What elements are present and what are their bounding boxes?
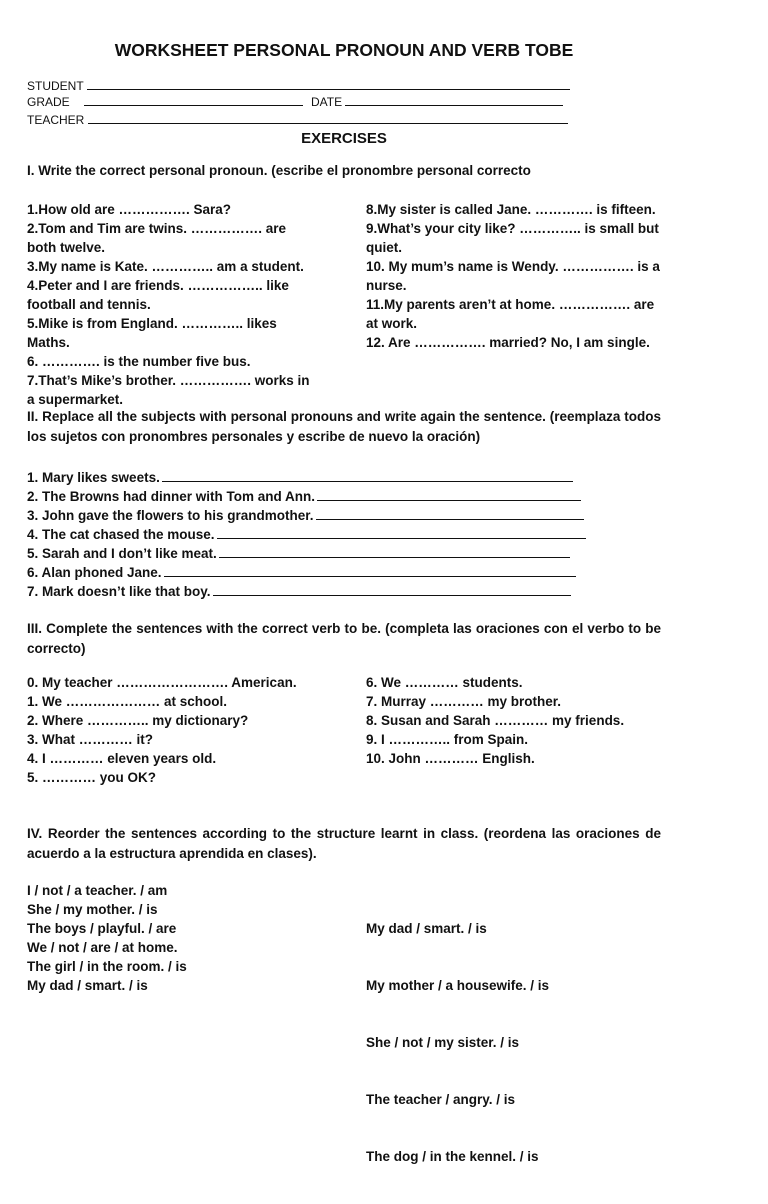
list-item: We / not / are / at home. bbox=[27, 940, 178, 955]
section4-right-column bbox=[366, 881, 664, 1204]
list-item: 9. I ………….. from Spain. bbox=[366, 732, 529, 747]
list-item: 6. We ………… students. bbox=[366, 675, 523, 690]
answer-line bbox=[213, 583, 571, 596]
student-label: STUDENT bbox=[27, 79, 84, 93]
list-item: 8.My sister is called Jane. …………. is fifteen. bbox=[366, 202, 656, 217]
list-item: 11.My parents aren’t at home. ……………. are at work. bbox=[366, 297, 655, 331]
answer-line bbox=[164, 564, 576, 577]
list-item: 7.That’s Mike’s brother. ……………. works in a supermarket. bbox=[27, 373, 310, 407]
list-item: 1. We ………………… at school. bbox=[27, 694, 228, 709]
list-item: 10. John ………… English. bbox=[366, 751, 535, 766]
list-item: 4. I ………… eleven years old. bbox=[27, 751, 217, 766]
list-item: My dad / smart. / is bbox=[27, 978, 148, 993]
list-item: 10. My mum’s name is Wendy. ……………. is a nurse. bbox=[366, 259, 660, 293]
list-item: The girl / in the room. / is bbox=[27, 959, 187, 974]
answer-line bbox=[317, 488, 581, 501]
list-item bbox=[27, 506, 584, 525]
answer-line bbox=[219, 545, 570, 558]
section3-left-column bbox=[27, 673, 327, 787]
section4-instruction: IV. Reorder the sentences according to the structure learnt in class. (reordena las oraciones de acuerdo a la estructura aprendida en clases). bbox=[27, 826, 661, 861]
section2-instruction: II. Replace all the subjects with personal pronouns and write again the sentence. (reemplaza todos los sujetos con pronombres personales y escribe de nuevo la oración) bbox=[27, 409, 661, 444]
list-item: 6. …………. is the number five bus. bbox=[27, 354, 251, 369]
grade-line bbox=[84, 94, 303, 106]
list-item bbox=[27, 582, 571, 601]
list-item: The teacher / angry. / is bbox=[366, 1092, 516, 1107]
section1-left-column bbox=[27, 200, 317, 409]
student-field bbox=[27, 78, 570, 94]
date-line bbox=[345, 94, 563, 106]
date-label: DATE bbox=[311, 95, 343, 109]
list-item: 9.What’s your city like? ………….. is small but quiet. bbox=[366, 221, 659, 255]
list-item: 5.Mike is from England. ………….. likes Maths. bbox=[27, 316, 277, 350]
list-item: She / not / my sister. / is bbox=[366, 1035, 520, 1050]
list-item: My dad / smart. / is bbox=[366, 921, 487, 936]
sentence-text: 2. The Browns had dinner with Tom and Ann. bbox=[27, 489, 316, 504]
grade-label: GRADE bbox=[27, 95, 70, 109]
list-item bbox=[27, 487, 581, 506]
answer-line bbox=[316, 507, 584, 520]
list-item bbox=[27, 563, 576, 582]
section3-right-column bbox=[366, 673, 664, 768]
list-item: 3.My name is Kate. ………….. am a student. bbox=[27, 259, 304, 274]
section1-instruction: I. Write the correct personal pronoun. (escribe el pronombre personal correcto bbox=[27, 163, 531, 178]
list-item bbox=[27, 544, 570, 563]
list-item: 3. What ………… it? bbox=[27, 732, 153, 747]
list-item bbox=[27, 525, 586, 544]
answer-line bbox=[217, 526, 586, 539]
list-item: 4.Peter and I are friends. …………….. like football and tennis. bbox=[27, 278, 289, 312]
list-item: She / my mother. / is bbox=[27, 902, 158, 917]
list-item: The boys / playful. / are bbox=[27, 921, 177, 936]
list-item: 2.Tom and Tim are twins. ……………. are both twelve. bbox=[27, 221, 287, 255]
list-item: The dog / in the kennel. / is bbox=[366, 1149, 539, 1164]
sentence-text: 7. Mark doesn’t like that boy. bbox=[27, 584, 211, 599]
sentence-text: 5. Sarah and I don’t like meat. bbox=[27, 546, 217, 561]
teacher-line bbox=[88, 112, 568, 124]
list-item: 2. Where ………….. my dictionary? bbox=[27, 713, 249, 728]
list-item: 8. Susan and Sarah ………… my friends. bbox=[366, 713, 625, 728]
section4-left-column bbox=[27, 881, 327, 995]
student-line bbox=[87, 78, 570, 90]
list-item: 5. ………… you OK? bbox=[27, 770, 157, 785]
list-item: 12. Are ……………. married? No, I am single. bbox=[366, 335, 650, 350]
grade-field bbox=[27, 94, 303, 110]
sentence-text: 4. The cat chased the mouse. bbox=[27, 527, 215, 542]
teacher-label: TEACHER bbox=[27, 113, 85, 127]
sentence-text: 3. John gave the flowers to his grandmother. bbox=[27, 508, 314, 523]
worksheet-title: WORKSHEET PERSONAL PRONOUN AND VERB TOBE bbox=[114, 40, 574, 60]
list-item: My mother / a housewife. / is bbox=[366, 978, 550, 993]
list-item bbox=[27, 468, 573, 487]
list-item: 1.How old are ……………. Sara? bbox=[27, 202, 232, 217]
section3-instruction: III. Complete the sentences with the correct verb to be. (completa las oraciones con el verbo to be correcto) bbox=[27, 621, 661, 656]
section1-right-column bbox=[366, 200, 664, 352]
teacher-field bbox=[27, 112, 568, 128]
date-field bbox=[311, 94, 563, 110]
answer-line bbox=[162, 469, 573, 482]
list-item: I / not / a teacher. / am bbox=[27, 883, 168, 898]
list-item: 0. My teacher ……………………. American. bbox=[27, 675, 297, 690]
exercises-title: EXERCISES bbox=[301, 130, 387, 147]
sentence-text: 6. Alan phoned Jane. bbox=[27, 565, 162, 580]
list-item: 7. Murray ………… my brother. bbox=[366, 694, 562, 709]
sentence-text: 1. Mary likes sweets. bbox=[27, 470, 160, 485]
